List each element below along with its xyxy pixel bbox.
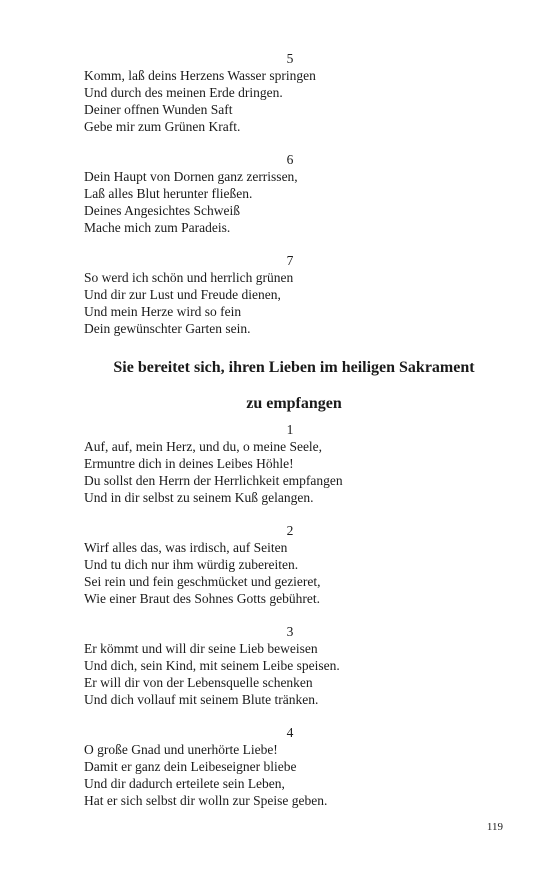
verse-line: Und dich vollauf mit seinem Blute tränken. bbox=[84, 692, 319, 707]
stanza-number: 1 bbox=[286, 422, 294, 437]
verse-line: Und mein Herze wird so fein bbox=[84, 304, 242, 319]
verse-line: Und dich, sein Kind, mit seinem Leibe speisen. bbox=[84, 658, 340, 673]
stanza-6 bbox=[84, 151, 500, 236]
verse-line: Mache mich zum Paradeis. bbox=[84, 220, 231, 235]
stanza-7 bbox=[84, 252, 500, 337]
verse-line: So werd ich schön und herrlich grünen bbox=[84, 270, 294, 285]
stanza-number: 2 bbox=[286, 523, 294, 538]
stanza-number: 7 bbox=[286, 253, 294, 268]
verse-line: Sei rein und fein geschmücket und gezieret, bbox=[84, 574, 321, 589]
verse-line: Dein gewünschter Garten sein. bbox=[84, 321, 251, 336]
stanza-2 bbox=[84, 522, 500, 607]
stanza-4 bbox=[84, 724, 500, 809]
verse-line: Gebe mir zum Grünen Kraft. bbox=[84, 119, 241, 134]
verse-line: Und dir zur Lust und Freude dienen, bbox=[84, 287, 281, 302]
verse-line: Damit er ganz dein Leibeseigner bliebe bbox=[84, 759, 297, 774]
verse-line: Ermuntre dich in deines Leibes Höhle! bbox=[84, 456, 294, 471]
verse-line: Deines Angesichtes Schweiß bbox=[84, 203, 240, 218]
verse-line: Du sollst den Herrn der Herrlichkeit empfangen bbox=[84, 473, 343, 488]
stanza-number: 4 bbox=[286, 725, 294, 740]
stanza-3 bbox=[84, 623, 500, 708]
verse-line: Deiner offnen Wunden Saft bbox=[84, 102, 233, 117]
verse-line: Hat er sich selbst dir wolln zur Speise geben. bbox=[84, 793, 328, 808]
verse-line: Wie einer Braut des Sohnes Gotts gebühret. bbox=[84, 591, 321, 606]
verse-line: Komm, laß deins Herzens Wasser springen bbox=[84, 68, 316, 83]
verse-line: Dein Haupt von Dornen ganz zerrissen, bbox=[84, 169, 298, 184]
verse-line: Wirf alles das, was irdisch, auf Seiten bbox=[84, 540, 288, 555]
verse-line: Laß alles Blut herunter fließen. bbox=[84, 186, 253, 201]
verse-line: Er kömmt und will dir seine Lieb beweisen bbox=[84, 641, 318, 656]
verse-line: Und durch des meinen Erde dringen. bbox=[84, 85, 283, 100]
verse-line: O große Gnad und unerhörte Liebe! bbox=[84, 742, 278, 757]
stanza-5 bbox=[84, 50, 500, 135]
poem-title-continued: zu empfangen bbox=[246, 395, 342, 412]
stanza-number: 6 bbox=[286, 152, 294, 167]
verse-line: Auf, auf, mein Herz, und du, o meine Seele, bbox=[84, 439, 323, 454]
stanza-1 bbox=[84, 421, 500, 506]
stanza-number: 3 bbox=[286, 624, 294, 639]
verse-line: Er will dir von der Lebensquelle schenken bbox=[84, 675, 313, 690]
page-number: 119 bbox=[486, 821, 503, 833]
verse-line: Und tu dich nur ihm würdig zubereiten. bbox=[84, 557, 299, 572]
verse-line: Und in dir selbst zu seinem Kuß gelangen. bbox=[84, 490, 314, 505]
stanza-number: 5 bbox=[286, 51, 294, 66]
poem-title: Sie bereitet sich, ihren Lieben im heiligen Sakrament bbox=[113, 359, 475, 376]
verse-line: Und dir dadurch erteilete sein Leben, bbox=[84, 776, 285, 791]
